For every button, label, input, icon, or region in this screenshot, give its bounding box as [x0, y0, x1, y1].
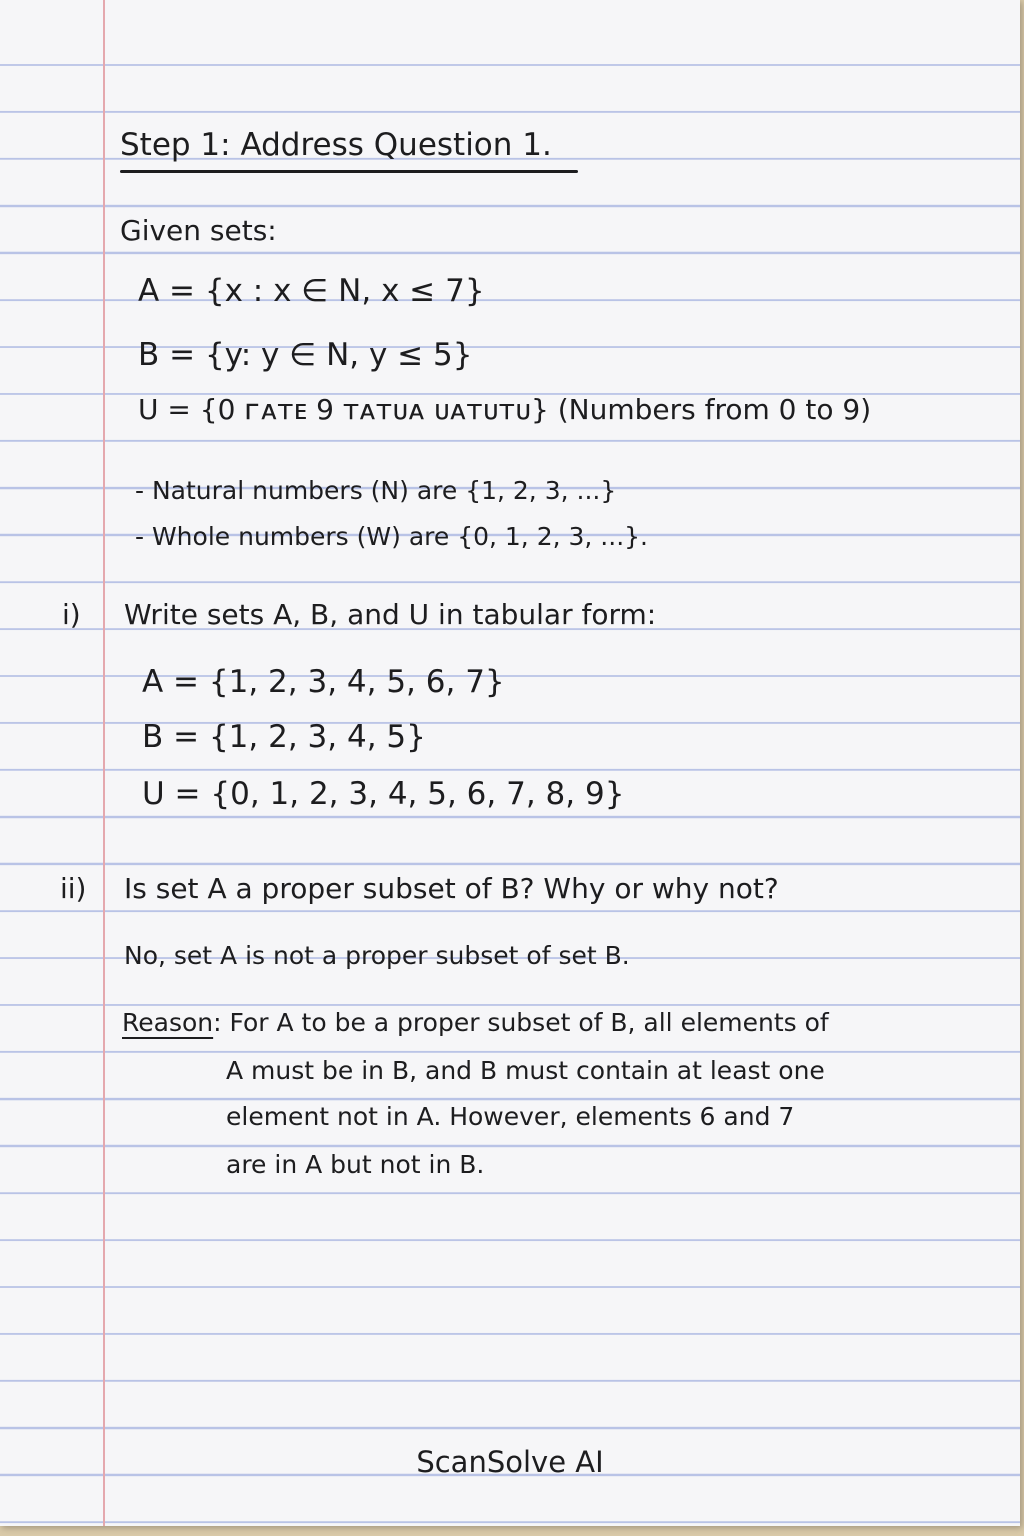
- given-set-b: B = {y: y ∈ N, y ≤ 5}: [138, 337, 473, 373]
- given-set-u: U = {0 ᴦᴀᴛᴇ 9 ᴛᴀᴛᴜᴀ ᴜᴀᴛᴜᴛᴜ} (Numbers from 0 to 9): [138, 393, 872, 426]
- reason-line-1: [122, 1010, 829, 1035]
- part-i-label: i): [62, 598, 81, 631]
- given-set-a: A = {x : x ∈ N, x ≤ 7}: [138, 273, 485, 309]
- reason-line-3: element not in A. However, elements 6 and 7: [226, 1102, 795, 1131]
- footer-brand: ScanSolve AI: [416, 1445, 604, 1479]
- page-heading: Step 1: Address Question 1.: [120, 127, 552, 163]
- note-natural-numbers: - Natural numbers (N) are {1, 2, 3, ...}: [135, 476, 617, 505]
- tabular-set-u: U = {0, 1, 2, 3, 4, 5, 6, 7, 8, 9}: [142, 776, 625, 812]
- reason-text-1: : For A to be a proper subset of B, all elements of: [213, 1008, 829, 1037]
- tabular-set-b: B = {1, 2, 3, 4, 5}: [142, 719, 426, 755]
- note-whole-numbers: - Whole numbers (W) are {0, 1, 2, 3, ...}.: [135, 522, 648, 551]
- heading-underline: [120, 170, 578, 173]
- part-ii-label: ii): [60, 872, 87, 905]
- part-i-question: Write sets A, B, and U in tabular form:: [124, 598, 657, 631]
- part-ii-question: Is set A a proper subset of B? Why or why not?: [124, 872, 779, 905]
- reason-line-2: A must be in B, and B must contain at least one: [226, 1056, 825, 1085]
- tabular-set-a: A = {1, 2, 3, 4, 5, 6, 7}: [142, 664, 505, 700]
- given-label: Given sets:: [120, 214, 277, 247]
- margin-line: [103, 0, 105, 1526]
- part-ii-answer: No, set A is not a proper subset of set B.: [124, 941, 630, 970]
- reason-line-4: are in A but not in B.: [226, 1150, 485, 1179]
- reason-label: Reason: [122, 1008, 214, 1037]
